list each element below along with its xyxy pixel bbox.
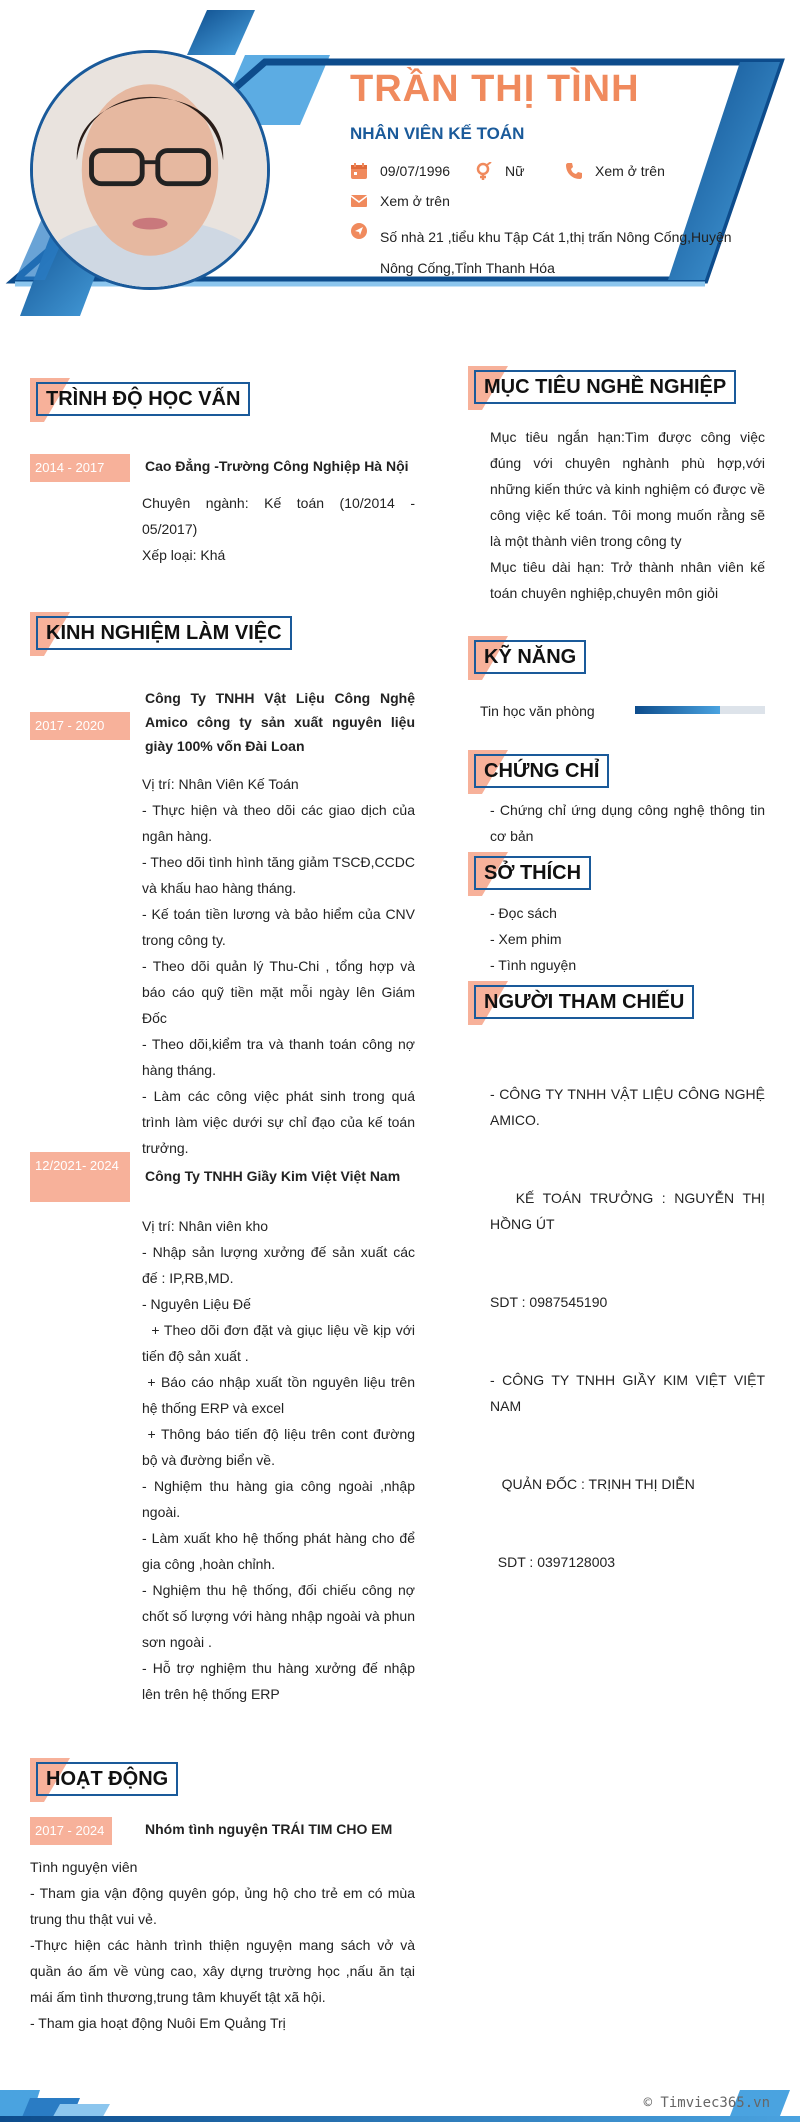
reference-line: QUẢN ĐỐC : TRỊNH THỊ DIỄN [490, 1476, 695, 1492]
hobby-item: - Xem phim [490, 931, 562, 947]
job-1-line: - Kế toán tiền lương và bảo hiểm của CNV trong công ty. [142, 906, 415, 948]
skill-level-bar [635, 706, 765, 714]
job-1-details [142, 771, 415, 1161]
job-1-line: - Làm các công việc phát sinh trong quá trình làm việc dưới sự chỉ đạo của kế toán trưởng. [142, 1088, 415, 1156]
references-list [490, 1029, 769, 1601]
job-2-line: + Thông báo tiến độ liệu trên cont đường bộ và đường biển về. [142, 1426, 419, 1468]
job-1-date: 2017 - 2020 [30, 712, 130, 740]
objective-line: Mục tiêu ngắn hạn:Tìm được công việc đúng với chuyên nghành phù hợp,với những kiến thức và kinh nghiệm có được về công việc kế toán. Tôi mong muốn rằng sẽ là một thành viên trong công ty [490, 429, 765, 549]
job-1-line: - Thực hiện và theo dõi các giao dịch của ngân hàng. [142, 802, 415, 844]
job-2-line: - Hỗ trợ nghiệm thu hàng xưởng đế nhập lên trên hệ thống ERP [142, 1660, 415, 1702]
gender-icon [475, 162, 493, 180]
candidate-position: NHÂN VIÊN KẾ TOÁN [350, 124, 525, 143]
phone-info [565, 158, 665, 185]
skill-name: Tin học văn phòng [480, 703, 595, 719]
email-value: Xem ở trên [380, 193, 450, 209]
profile-photo [33, 53, 267, 287]
job-2-line: + Theo dõi đơn đặt và giục liệu về kịp với tiến độ sản xuất . [142, 1322, 419, 1364]
activities-org: Nhóm tình nguyện TRÁI TIM CHO EM [145, 1821, 393, 1837]
job-2-line: + Báo cáo nhập xuất tồn nguyên liệu trên hệ thống ERP và excel [142, 1374, 419, 1416]
skill-level-fill [635, 706, 720, 714]
reference-line: - CÔNG TY TNHH VẬT LIỆU CÔNG NGHỆ AMICO. [490, 1086, 769, 1128]
phone-icon [565, 162, 583, 180]
activities-date: 2017 - 2024 [30, 1817, 112, 1845]
phone-value: Xem ở trên [595, 163, 665, 179]
activity-line: - Tham gia hoạt động Nuôi Em Quảng Trị [30, 2015, 286, 2031]
location-icon [350, 222, 368, 240]
calendar-icon [350, 162, 368, 180]
mail-icon [350, 192, 368, 210]
education-major: Chuyên ngành: Kế toán (10/2014 - 05/2017) [142, 495, 415, 537]
job-1-line: Vị trí: Nhân Viên Kế Toán [142, 776, 299, 792]
reference-line: KẾ TOÁN TRƯỞNG : NGUYỄN THỊ HỒNG ÚT [490, 1190, 769, 1232]
education-grade: Xếp loại: Khá [142, 547, 226, 563]
job-1-company: Công Ty TNHH Vật Liệu Công Nghệ Amico công ty sản xuất nguyên liệu giày 100% vốn Đài Loan [145, 690, 415, 754]
job-1-line: - Theo dõi,kiểm tra và thanh toán công nợ hàng tháng. [142, 1036, 415, 1078]
objective-text [490, 424, 765, 606]
hobby-item: - Đọc sách [490, 905, 557, 921]
activity-line: - Tham gia vận động quyên góp, ủng hộ cho trẻ em có mùa trung thu thật vui vẻ. [30, 1885, 415, 1927]
job-2-line: - Nghiệm thu hệ thống, đối chiếu công nợ chốt số lượng với hàng nhập ngoài và phun sơn ngoài . [142, 1582, 415, 1650]
job-1-line: - Theo dõi quản lý Thu-Chi , tổng hợp và báo cáo quỹ tiền mặt mỗi ngày lên Giám Đốc [142, 958, 415, 1026]
gender-info [475, 158, 524, 185]
activity-line: -Thực hiện các hành trình thiện nguyện mang sách vở và quần áo ấm về vùng cao, xây dựng trường học ,nấu ăn tại mái ấm tình thương,trung tâm khuyết tật xã hội. [30, 1937, 415, 2005]
job-2-line: - Nguyên Liệu Đế [142, 1296, 251, 1312]
reference-line: - CÔNG TY TNHH GIẦY KIM VIỆT VIỆT NAM [490, 1372, 769, 1414]
avatar [30, 50, 270, 290]
gender-value: Nữ [505, 163, 525, 179]
certificates-text: - Chứng chỉ ứng dụng công nghệ thông tin cơ bản [490, 802, 765, 844]
birthday-info [350, 158, 450, 185]
email-info [350, 188, 450, 215]
job-1-line: - Theo dõi tình hình tăng giảm TSCĐ,CCDC và khấu hao hàng tháng. [142, 854, 415, 896]
job-2-company: Công Ty TNHH Giầy Kim Việt Việt Nam [145, 1168, 401, 1184]
footer-copyright: © Timviec365.vn [643, 2095, 770, 2111]
birthday-value: 09/07/1996 [380, 163, 451, 179]
job-2-line: Vị trí: Nhân viên kho [142, 1218, 269, 1234]
activity-line: Tình nguyện viên [30, 1859, 138, 1875]
hobby-item: - Tình nguyện [490, 957, 577, 973]
objective-line: Mục tiêu dài hạn: Trở thành nhân viên kế toán chuyên nghiệp,chuyên môn giỏi [490, 559, 765, 601]
reference-line: SDT : 0987545190 [490, 1294, 608, 1310]
job-2-line: - Làm xuất kho hệ thống phát hàng cho để gia công ,hoàn chỉnh. [142, 1530, 415, 1572]
education-school: Cao Đẳng -Trường Công Nghiệp Hà Nội [145, 458, 409, 474]
activities-details [30, 1854, 415, 2036]
hobbies-list [490, 900, 765, 978]
job-2-date: 12/2021- 2024 [30, 1152, 130, 1202]
location-info [350, 222, 380, 240]
education-date: 2014 - 2017 [30, 454, 130, 482]
candidate-name: TRẦN THỊ TÌNH [350, 68, 640, 110]
education-details [142, 490, 415, 568]
job-2-details [142, 1213, 419, 1707]
address-value: Số nhà 21 ,tiểu khu Tập Cát 1,thị trấn Nông Cống,Huyện Nông Cống,Tỉnh Thanh Hóa [380, 229, 732, 276]
reference-line: SDT : 0397128003 [490, 1554, 616, 1570]
job-2-line: - Nhập sản lượng xưởng đế sản xuất các đế : IP,RB,MD. [142, 1244, 415, 1286]
job-2-line: - Nghiệm thu hàng gia công ngoài ,nhập ngoài. [142, 1478, 415, 1520]
